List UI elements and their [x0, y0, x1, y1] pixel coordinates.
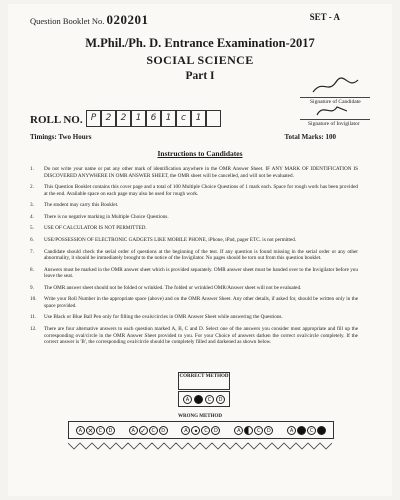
roll-digit: 2	[116, 110, 131, 127]
invigilator-signature-line	[300, 119, 370, 120]
invigilator-signature	[313, 101, 353, 119]
instruction-item	[30, 225, 358, 232]
bubble: A	[234, 426, 243, 435]
booklet-number-line	[30, 12, 149, 28]
answer-bubble: D	[216, 395, 225, 404]
bubble: A	[287, 426, 296, 435]
bubble: D	[106, 426, 115, 435]
booklet-number: 020201	[106, 12, 149, 27]
instruction-text: Answers must be marked in the OMR answer sheet which is provided separately. OMR answer sheet must be handed over to the Invigilator before you leave the seat.	[44, 266, 358, 280]
dotted-bubble: •	[191, 426, 200, 435]
exam-title: M.Phil./Ph. D. Entrance Examination-2017	[85, 36, 315, 50]
filled-bubble	[297, 426, 306, 435]
instruction-number: 3.	[30, 202, 34, 209]
set-label: SET - A	[309, 12, 340, 22]
bubble: C	[149, 426, 158, 435]
instruction-number: 8.	[30, 266, 34, 273]
instruction-number: 2.	[30, 184, 34, 191]
correct-method-example	[178, 391, 230, 407]
bubble: C	[201, 426, 210, 435]
wrong-example	[181, 426, 220, 435]
booklet-number-label: Question Booklet No.	[30, 16, 105, 26]
wrong-method-label: WRONG METHOD	[177, 414, 223, 419]
instructions-heading: Instructions to Candidates	[157, 149, 243, 158]
instruction-text: Do not write your name or put any other mark of identification anywhere in the OMR Answer Sheet. IF ANY MARK OF IDENTIFICATION IS DISCOVERED ANYWHERE IN OMR ANSWER SHEET, the OMR sheet will be cancelled, and will not be evaluated.	[44, 166, 358, 179]
bubble: D	[159, 426, 168, 435]
instruction-number: 1.	[30, 166, 34, 172]
instruction-item	[30, 326, 358, 346]
bubble: D	[211, 426, 220, 435]
instruction-text: USE OF CALCULATOR IS NOT PERMITTED.	[44, 225, 147, 232]
instruction-number: 5.	[30, 225, 34, 232]
bubble: A	[181, 426, 190, 435]
instruction-item	[30, 202, 358, 209]
roll-number-boxes	[86, 110, 221, 127]
wrong-example	[287, 426, 326, 435]
roll-digit: 2	[101, 110, 116, 127]
instruction-text: Candidate should check the serial order of questions at the beginning of the test. If any question is found missing in the serial order or any other abnormality, it should be immediately brought to the notice of the Invigilator. No pages should be torn out from this question booklet.	[44, 248, 358, 262]
instruction-text: The OMR answer sheet should not be folded or wrinkled. The folded or wrinkled OMR/Answer sheet will not be evaluated.	[44, 284, 302, 291]
candidate-signature-line	[300, 97, 370, 98]
instruction-text: There are four alternative answers to each question marked A, B, C and D. Select one of the answers you consider most appropriate and fill up the corresponding oval/circle in the OMR Answer Sheet provided to you. For your Choice of answers darken the correct oval/circle completely. If the correct answer is 'B', the corresponding oval/circle should be completely filled and darkened as shown below.	[44, 326, 358, 346]
crossed-bubble: ✕	[87, 426, 94, 435]
candidate-signature	[308, 74, 368, 96]
instruction-item	[30, 267, 358, 280]
total-marks: Total Marks: 100	[284, 133, 336, 141]
wrong-example	[234, 426, 273, 435]
answer-bubble: B	[194, 395, 203, 404]
instruction-number: 4.	[30, 213, 34, 220]
roll-digit: 6	[146, 110, 161, 127]
wrong-example	[76, 426, 115, 435]
ticked-bubble: ✓	[140, 426, 147, 435]
bubble: D	[264, 426, 273, 435]
wrong-method-examples	[68, 421, 334, 439]
timings: Timings: Two Hours	[30, 133, 92, 141]
instruction-text: There is no negative marking in Multiple Choice Questions.	[44, 213, 169, 220]
roll-digit: P	[86, 110, 101, 127]
half-filled-bubble	[244, 426, 253, 435]
instruction-number: 12.	[30, 326, 37, 333]
roll-digit	[206, 110, 221, 127]
roll-digit: c	[176, 110, 191, 127]
instruction-item	[30, 237, 358, 244]
instruction-text: Write your Roll Number in the appropriate space (above) and on the OMR Answer Sheet. Any other details, if asked for, should be written only in the space provided.	[44, 296, 358, 309]
instruction-item	[30, 166, 358, 179]
bubble: A	[76, 426, 85, 435]
instruction-number: 7.	[30, 248, 34, 255]
instruction-text: Use Black or Blue Ball Pen only for filling the ovals/circles in OMR Answer Sheet while answering the Questions.	[44, 314, 283, 321]
roll-digit: 1	[191, 110, 206, 127]
instruction-item	[30, 249, 358, 262]
instruction-number: 11.	[30, 314, 37, 321]
instruction-number: 6.	[30, 236, 34, 243]
instructions-list	[30, 166, 358, 351]
instruction-item	[30, 314, 358, 321]
subject-title: SOCIAL SCIENCE	[146, 53, 254, 67]
candidate-signature-label: Signature of Candidate	[310, 99, 361, 105]
roll-digit: 1	[131, 110, 146, 127]
instruction-item	[30, 296, 358, 309]
instruction-item	[30, 214, 358, 221]
wrong-example	[129, 426, 168, 435]
answer-bubble: C	[205, 395, 214, 404]
bubble: C	[254, 426, 263, 435]
instruction-number: 10.	[30, 296, 37, 303]
question-booklet-cover	[8, 4, 392, 496]
instruction-number: 9.	[30, 284, 34, 291]
bubble: A	[129, 426, 138, 435]
instruction-item	[30, 184, 358, 197]
answer-bubble: A	[183, 395, 192, 404]
bubble: C	[96, 426, 105, 435]
correct-method-label: CORRECT METHOD	[178, 372, 230, 390]
instruction-text: The student may carry this Booklet.	[44, 202, 119, 209]
roll-number-label: ROLL NO.	[30, 114, 83, 126]
zigzag-border	[68, 441, 332, 451]
instruction-item	[30, 285, 358, 292]
bubble: C	[307, 426, 316, 435]
part-title: Part I	[185, 70, 215, 82]
roll-digit: 1	[161, 110, 176, 127]
invigilator-signature-label: Signature of Invigilator	[308, 121, 360, 127]
instruction-text: USE/POSSESSION OF ELECTRONIC GADGETS LIKE MOBILE PHONE, iPhone, iPad, pager ETC. is not permitted.	[44, 236, 297, 243]
filled-bubble	[317, 426, 326, 435]
instruction-text: This Question Booklet contains this cover page and a total of 100 Multiple Choice Questions of 1 mark each. Space for rough work has been provided at the end. Available space on each page may also be used for rough work.	[44, 184, 358, 197]
